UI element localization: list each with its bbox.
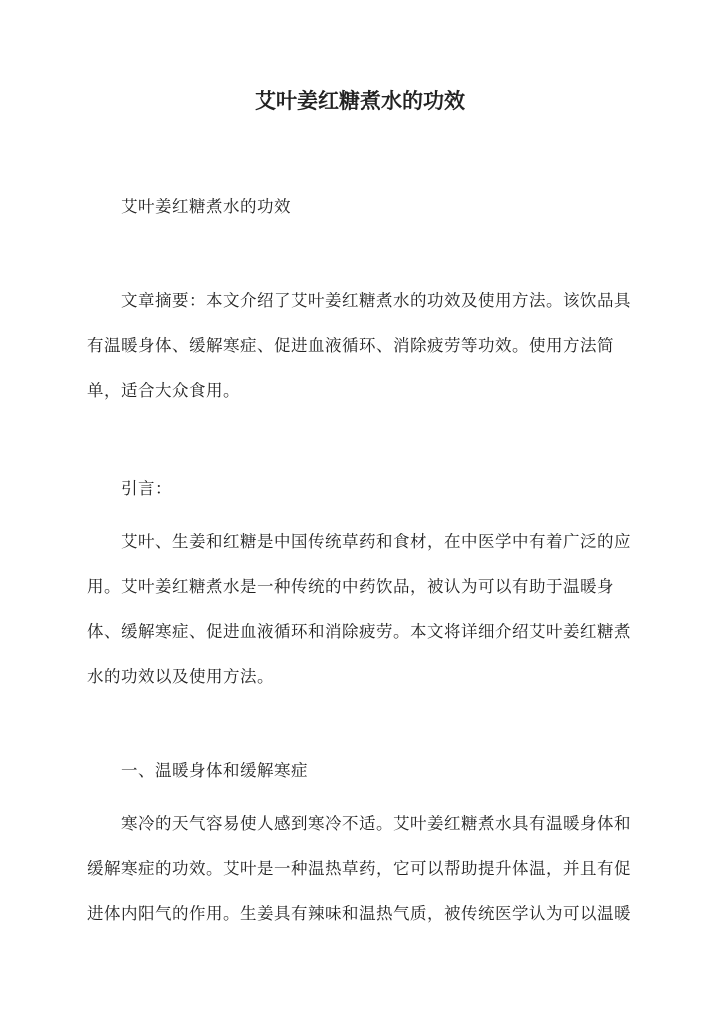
- section1-heading: 一、温暖身体和缓解寒症: [121, 761, 308, 780]
- subtitle-paragraph: 艾叶姜红糖煮水的功效: [121, 197, 291, 216]
- intro-paragraph: 艾叶、生姜和红糖是中国传统草药和食材，在中医学中有着广泛的应用。艾叶姜红糖煮水是一种传统的中药饮品，被认为可以有助于温暖身体、缓解寒症、促进血液循环和消除疲劳。本文将详细介绍艾叶姜红糖煮水的功效以及使用方法。: [87, 532, 631, 686]
- document-title: 艾叶姜红糖煮水的功效: [255, 88, 465, 113]
- intro-heading: 引言：: [121, 479, 172, 498]
- section1-paragraph: 寒冷的天气容易使人感到寒冷不适。艾叶姜红糖煮水具有温暖身体和缓解寒症的功效。艾叶是一种温热草药，它可以帮助提升体温，并且有促进体内阳气的作用。生姜具有辣味和温热气质，被传统医学认为可以温暖: [87, 814, 631, 923]
- abstract-paragraph: 文章摘要：本文介绍了艾叶姜红糖煮水的功效及使用方法。该饮品具有温暖身体、缓解寒症、促进血液循环、消除疲劳等功效。使用方法简单，适合大众食用。: [87, 291, 631, 400]
